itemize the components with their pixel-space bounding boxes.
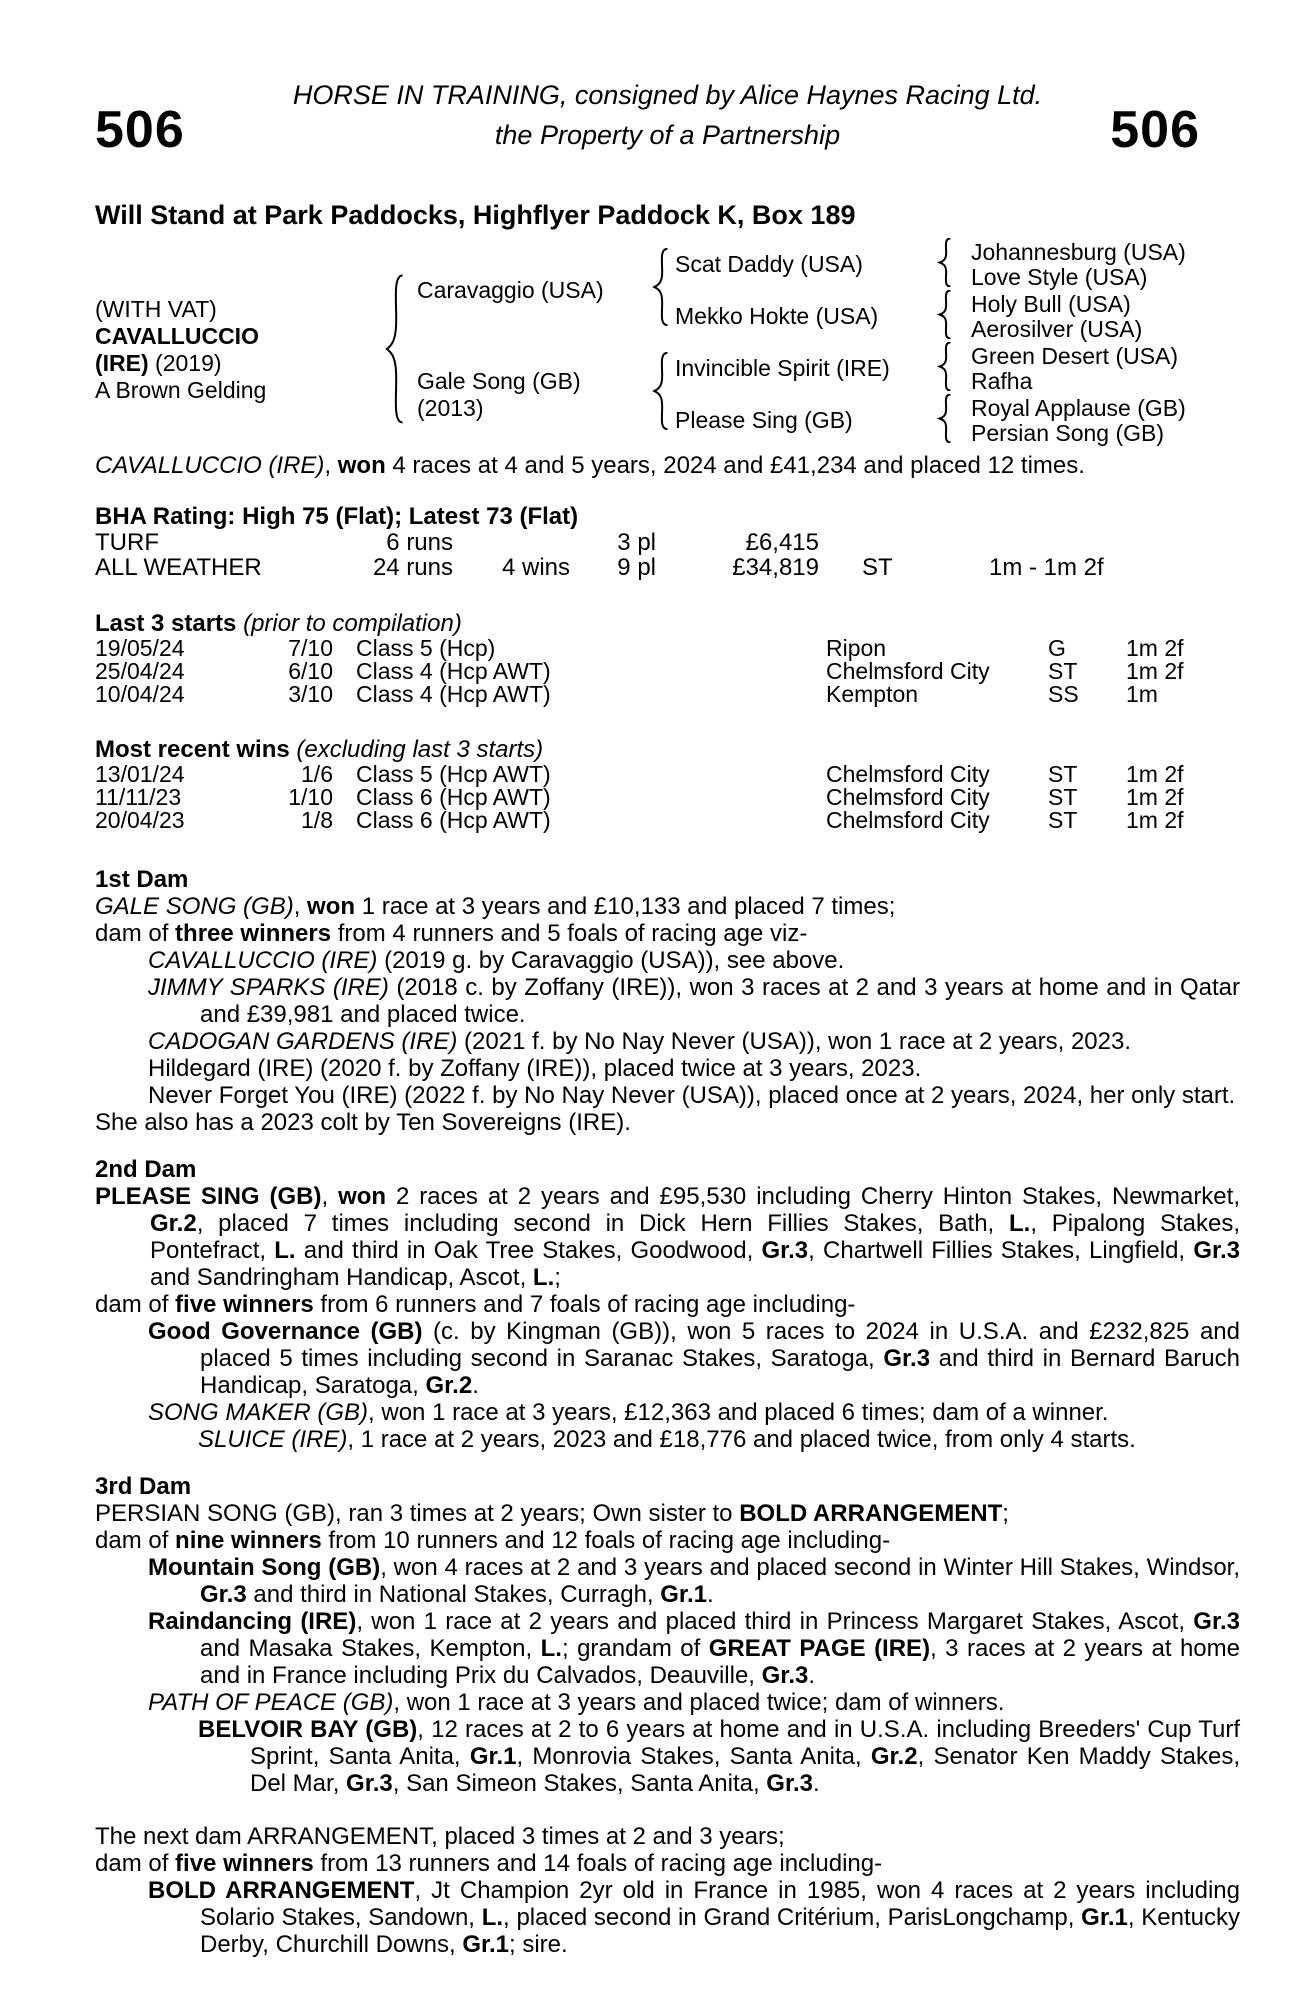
race-class: Class 4 (Hcp AWT) [356,681,551,707]
last-starts-subtitle: (prior to compilation) [236,610,462,637]
property-line: the Property of a Partnership [494,120,841,150]
race-going: ST [1048,784,1078,810]
pedigree-brace-g3 [937,342,955,391]
race-distance: 1m 2f [1126,635,1184,661]
dam2-offspring: Good Governance (GB) (c. by Kingman (GB)), won 5 races to 2024 in U.S.A. and £232,825 and placed 5 times including second in Saranac Stakes, Saratoga, Gr.3 and third in Bernard Baruch Handicap, Saratoga, Gr.2. [148,1318,1241,1399]
stats-table [95,530,1240,580]
next-dam-section [95,1823,1240,1958]
surface-label: TURF [95,529,159,556]
recent-wins-title: Most recent wins [95,736,290,763]
earnings-value: £34,819 [732,554,819,581]
dam1-paragraph: GALE SONG (GB), won 1 race at 3 years and £10,133 and placed 7 times; [95,893,896,920]
race-course: Chelmsford City [826,761,990,787]
race-distance: 1m [1126,681,1158,707]
recent-wins-subtitle: (excluding last 3 starts) [289,736,544,763]
horse-description: A Brown Gelding [95,377,267,403]
race-position: 1/6 [301,761,333,787]
race-row [95,786,1240,809]
dam-block [417,368,581,422]
ggparent-1: Johannesburg (USA) [971,239,1186,265]
placed-value: 9 pl [617,554,656,581]
sire-name: Caravaggio (USA) [417,277,604,303]
race-date: 11/11/23 [95,784,182,810]
race-class: Class 5 (Hcp) [356,635,496,661]
horse-name: CAVALLUCCIO [95,323,259,349]
race-row [95,683,1240,706]
dam2-offspring: SLUICE (IRE), 1 race at 2 years, 2023 and £18,776 and placed twice, from only 4 starts. [198,1426,1136,1453]
race-course: Chelmsford City [826,784,990,810]
dam-name: Gale Song (GB) [417,368,581,394]
dam2-paragraph: dam of five winners from 6 runners and 7 foals of racing age including- [95,1291,856,1318]
lot-number-right: 506 [1110,101,1200,159]
grandsire-2: Invincible Spirit (IRE) [675,355,890,381]
distance-value: 1m - 1m 2f [989,554,1104,581]
pedigree-tree [95,238,1240,452]
race-summary: CAVALLUCCIO (IRE), won 4 races at 4 and 5 years, 2024 and £41,234 and placed 12 times. [95,452,1085,479]
race-course: Chelmsford City [826,807,990,833]
race-going: G [1048,635,1066,661]
bha-rating: BHA Rating: High 75 (Flat); Latest 73 (Flat) [95,503,579,530]
next-dam-paragraph: The next dam ARRANGEMENT, placed 3 times at 2 and 3 years; [95,1823,785,1850]
ggparent-4: Aerosilver (USA) [971,316,1143,342]
lot-number-left: 506 [95,101,185,159]
pedigree-brace-main [383,274,409,424]
dam3-paragraph: dam of nine winners from 10 runners and 12 foals of racing age including- [95,1527,891,1554]
distance-value [989,530,1240,555]
horse-year: (2019) [148,350,222,376]
race-date: 20/04/23 [95,807,185,833]
race-position: 7/10 [288,635,333,661]
page-header [95,80,1240,200]
dam2-paragraph: PLEASE SING (GB), won 2 races at 2 years and £95,530 including Cherry Hinton Stakes, Newmarket, Gr.2, placed 7 times including second in Dick Hern Fillies Stakes, Bath, L., Pipalong Stakes, Pontefract, L. and third in Oak Tree Stakes, Goodwood, Gr.3, Chartwell Fillies Stakes, Lingfield, Gr.3 and Sandringham Handicap, Ascot, L.; [95,1183,1241,1291]
race-distance: 1m 2f [1126,761,1184,787]
horse-suffix: (IRE) [95,350,149,376]
granddam-1: Mekko Hokte (USA) [675,303,879,329]
dam3-paragraph: PERSIAN SONG (GB), ran 3 times at 2 years; Own sister to BOLD ARRANGEMENT; [95,1500,1009,1527]
wins-value [453,530,570,555]
dam1-note: She also has a 2023 colt by Ten Sovereigns (IRE). [95,1109,631,1136]
dam2-heading: 2nd Dam [95,1156,197,1183]
next-dam-offspring: BOLD ARRANGEMENT, Jt Champion 2yr old in France in 1985, won 4 races at 2 years including Solario Stakes, Sandown, L., placed second in Grand Critérium, ParisLongchamp, Gr.1, Kentucky Derby, Churchill Downs, Gr.1; sire. [148,1877,1241,1958]
placed-value: 3 pl [617,529,656,556]
dam1-offspring: CAVALLUCCIO (IRE) (2019 g. by Caravaggio (USA)), see above. [148,947,845,974]
ggparent-3: Holy Bull (USA) [971,291,1131,317]
recent-wins-section [95,736,1240,832]
race-distance: 1m 2f [1126,807,1184,833]
dam1-offspring: JIMMY SPARKS (IRE) (2018 c. by Zoffany (IRE)), won 3 races at 2 and 3 years at home and in Qatar and £39,981 and placed twice. [148,974,1240,1028]
race-course: Ripon [826,635,887,661]
race-row [95,809,1240,832]
dam2-section [95,1156,1240,1453]
vat-note: (WITH VAT) [95,296,217,322]
ggparent-6: Rafha [971,368,1033,394]
dam-year: (2013) [417,395,484,421]
dam1-heading: 1st Dam [95,866,189,893]
dam1-section [95,866,1240,1136]
pedigree-brace-sire [651,248,673,326]
dam3-offspring: Mountain Song (GB), won 4 races at 2 and 3 years and placed second in Winter Hill Stakes, Windsor, Gr.3 and third in National Stakes, Curragh, Gr.1. [148,1554,1240,1608]
pedigree-brace-g4 [937,394,955,443]
horse-suffix-year [95,350,266,377]
ggparent-7: Royal Applause (GB) [971,395,1186,421]
race-distance: 1m 2f [1126,658,1184,684]
race-class: Class 6 (Hcp AWT) [356,784,551,810]
race-going: SS [1048,681,1079,707]
race-class: Class 4 (Hcp AWT) [356,658,551,684]
stand-location: Will Stand at Park Paddocks, Highflyer Paddock K, Box 189 [95,200,856,230]
race-position: 1/10 [288,784,333,810]
race-going: ST [1048,807,1078,833]
wins-value: 4 wins [501,554,570,581]
ggparent-8: Persian Song (GB) [971,420,1165,446]
dam2-offspring: SONG MAKER (GB), won 1 race at 3 years, £12,363 and placed 6 times; dam of a winner. [148,1399,1109,1426]
race-going: ST [1048,658,1078,684]
stats-row-turf [95,530,1240,555]
earnings-value: £6,415 [745,529,819,556]
race-row [95,763,1240,786]
dam3-offspring: Raindancing (IRE), won 1 race at 2 years and placed third in Princess Margaret Stakes, Ascot, Gr.3 and Masaka Stakes, Kempton, L.; grandam of GREAT PAGE (IRE), 3 races at 2 years at home and in France including Prix du Calvados, Deauville, Gr.3. [148,1608,1240,1689]
dam1-offspring: CADOGAN GARDENS (IRE) (2021 f. by No Nay Never (USA)), won 1 race at 2 years, 2023. [148,1028,1132,1055]
last-starts-title: Last 3 starts [95,610,237,637]
dam1-offspring: Never Forget You (IRE) (2022 f. by No Nay Never (USA)), placed once at 2 years, 2024, her only start. [148,1082,1236,1109]
race-date: 13/01/24 [95,761,185,787]
race-course: Chelmsford City [826,658,990,684]
race-course: Kempton [826,681,919,707]
last-starts-section [95,610,1240,706]
dam3-heading: 3rd Dam [95,1473,192,1500]
pedigree-brace-g1 [937,238,955,287]
next-dam-paragraph: dam of five winners from 13 runners and 14 foals of racing age including- [95,1850,883,1877]
going-value: ST [862,554,893,581]
grandsire-1: Scat Daddy (USA) [675,251,863,277]
dam3-section [95,1473,1240,1797]
race-date: 10/04/24 [95,681,185,707]
race-position: 6/10 [288,658,333,684]
race-class: Class 6 (Hcp AWT) [356,807,551,833]
dam3-offspring: PATH OF PEACE (GB), won 1 race at 3 years and placed twice; dam of winners. [148,1689,1005,1716]
race-position: 1/8 [301,807,333,833]
dam3-offspring: BELVOIR BAY (GB), 12 races at 2 to 6 years at home and in U.S.A. including Breeders' Cup Turf Sprint, Santa Anita, Gr.1, Monrovia Stakes, Santa Anita, Gr.2, Senator Ken Maddy Stakes, Del Mar, Gr.3, San Simeon Stakes, Santa Anita, Gr.3. [198,1716,1240,1797]
race-row [95,660,1240,683]
granddam-2: Please Sing (GB) [675,407,853,433]
pedigree-brace-g2 [937,290,955,339]
runs-value: 6 runs [386,529,453,556]
race-date: 19/05/24 [95,635,185,661]
runs-value: 24 runs [372,554,453,581]
ggparent-5: Green Desert (USA) [971,343,1179,369]
recent-wins-heading [95,736,1240,763]
dam1-paragraph: dam of three winners from 4 runners and 5 foals of racing age viz- [95,920,808,947]
race-row [95,637,1240,660]
dam1-offspring: Hildegard (IRE) (2020 f. by Zoffany (IRE)), placed twice at 3 years, 2023. [148,1055,922,1082]
surface-label: ALL WEATHER [95,554,262,581]
race-position: 3/10 [288,681,333,707]
consignment-line: HORSE IN TRAINING, consigned by Alice Haynes Racing Ltd. [292,80,1043,110]
pedigree-brace-dam [651,352,673,430]
stats-row-allweather [95,555,1240,580]
race-distance: 1m 2f [1126,784,1184,810]
ggparent-2: Love Style (USA) [971,264,1148,290]
race-date: 25/04/24 [95,658,185,684]
race-class: Class 5 (Hcp AWT) [356,761,551,787]
horse-info-block [95,296,266,404]
race-going: ST [1048,761,1078,787]
going-value [819,530,989,555]
last-starts-heading [95,610,1240,637]
